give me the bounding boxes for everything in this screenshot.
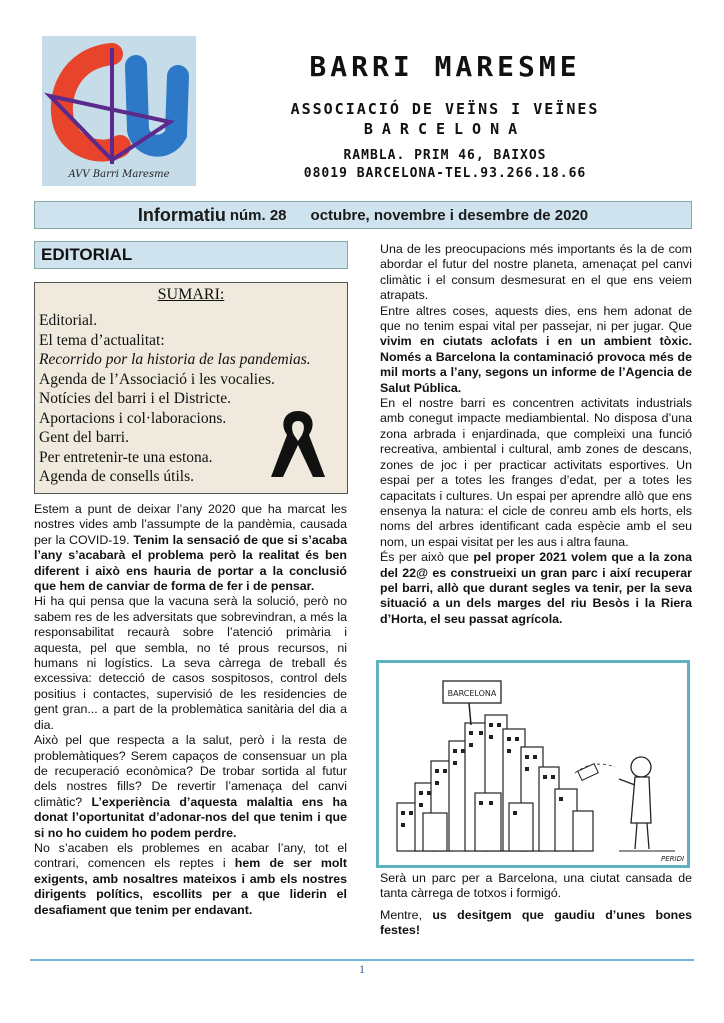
paragraph	[380, 908, 692, 939]
paragraph: Una de les preocupacions més importants és la de com abordar el futur del nostre planeta, amenaçat pel canvi climàtic i el consum desmesurat en el que ens veiem atrapats.	[380, 242, 692, 303]
editorial-heading: EDITORIAL	[34, 241, 348, 269]
logo-caption: AVV Barri Maresme	[68, 169, 170, 180]
logo-graphic	[42, 36, 196, 186]
paragraph	[34, 841, 347, 918]
footer-divider	[30, 959, 694, 961]
association-city: BARCELONA	[363, 120, 527, 138]
bold-text-run: vivim en ciutats aclofats i en un ambient tòxic. Només a Barcelona la contaminació provoca més de mil morts a l’any, segons un informe de l’Agencia de Salut Pública.	[380, 334, 692, 395]
bold-text-run: hem de ser molt exigents, amb nosaltres mateixos i amb els nostres dirigents polítics, escollits per a que liderin el desafiament que tenim per endavant.	[34, 856, 347, 917]
address-line-2: 08019 BARCELONA-TEL.93.266.18.66	[303, 166, 587, 181]
summary-title: SUMARI:	[157, 286, 225, 303]
issue-number: núm. 28	[229, 206, 287, 224]
mourning-ribbon-icon	[265, 403, 331, 483]
cartoon-drawing	[379, 663, 687, 865]
paragraph: En el nostre barri es concentren activitats industrials amb conegut impacte mediambiental. No disposa d’una zona arbrada i enjardinada, que compleixi una funció recreativa, ambiental i cultural, amb zones de descans, zones de joc i per practicar activitats esportives. Un espai per a totes les franges d’edat, per a totes les capacitats i cultures. Un espai per aprendre allò que ens ensenya la natura: el cicle de conreu amb els horts, els noms del arbres identificant cada espècie amb el seu nom, un espai visitat per les aus i altra fauna.	[380, 396, 692, 549]
paragraph	[34, 502, 347, 594]
cartoon-signature: PERIDI	[661, 855, 685, 863]
summary-item: Agenda de consells útils.	[39, 468, 194, 485]
newsletter-title: BARRI MARESME	[309, 50, 581, 83]
text-run: No s’acaben els problemes en acabar l’any, tot el contrari, comencen els reptes i	[34, 840, 347, 871]
paragraph	[34, 733, 347, 841]
bold-text-run: Tenim la sensació de que si s’acaba l’any s’acabarà el problema però la realitat és ben diferent i això ens hauria de portar a la conclusió que hem de canviar de forma de fer i de pensar.	[34, 532, 347, 594]
summary-item: Aportacions i col·laboracions.	[39, 409, 227, 427]
bold-text-run: us desitgem que gaudiu d’unes bones festes!	[380, 907, 693, 938]
paragraph: Hi ha qui pensa que la vacuna serà la solució, però no sabem res de les adversitats que sobrevindran, a més la responsabilitat recaurà sobre l’atenció primària i aquesta, pel que sembla, no té prous recursos, ni humans ni logístics. La seva càrrega de treball és excessiva: detecció de casos sospitosos, control dels positius i contactes, supervisió de les residencies de gent gran... a part de la problemàtica sanitària del dia a dia.	[34, 594, 347, 732]
summary-item: Notícies del barri i el Districte.	[39, 390, 231, 407]
issue-banner	[34, 201, 692, 229]
cartoon-illustration	[376, 660, 690, 868]
cartoon-sign-text: BARCELONA	[447, 689, 497, 698]
editorial-left-column	[34, 502, 347, 918]
page-number: 1	[359, 962, 365, 976]
paragraph: Serà un parc per a Barcelona, una ciutat cansada de tanta càrrega de totxos i formigó.	[380, 871, 692, 901]
summary-item: El tema d’actualitat:	[39, 331, 165, 349]
address-line-1: RAMBLA. PRIM 46, BAIXOS	[343, 148, 547, 163]
text-run: Això pel que respecta a la salut, però i la resta de problemàtiques? Serem capaços de consensuar un pla de recuperació econòmica? De trobar sortida al futur dels nostres fills? De revertir l’amenaça del canvi climàtic?	[34, 733, 347, 809]
association-logo	[42, 36, 196, 186]
summary-item: Recorrido por la historia de las pandemias.	[39, 351, 311, 368]
text-run: Entre altres coses, aquests dies, ens hem adonat de que no tenim espai vital per passejar, ni per jugar. Que	[380, 303, 692, 334]
paragraph	[380, 550, 692, 627]
text-run: Estem a punt de deixar l’any 2020 que ha marcat les nostres vides amb l’assumpte de la pandèmia, causada per la COVID-19.	[34, 502, 347, 547]
closing-text	[380, 871, 692, 939]
banner-title: Informatiu	[137, 204, 226, 225]
summary-item: Per entretenir-te una estona.	[39, 448, 213, 466]
bold-text-run: pel proper 2021 volem que a la zona del 22@ es construeixi un gran parc i així recuperar pel barri, allò que durant segles va tenir, per la seva situació a un dels marges del riu Besòs i la Riera d’Horta, el seu passat agrícola.	[380, 550, 692, 626]
summary-item: Editorial.	[39, 312, 98, 329]
issue-period: octubre, novembre i desembre de 2020	[310, 206, 589, 224]
bold-text-run: L’experiència d’aquesta malaltia ens ha donat l’oportunitat d’adonar-nos del que tenim i que si no ho cuidem ho podem perdre.	[34, 794, 347, 840]
summary-box	[34, 282, 348, 494]
summary-item: Gent del barri.	[39, 429, 129, 446]
editorial-right-column	[380, 242, 692, 627]
paragraph	[380, 304, 692, 396]
text-run: Mentre,	[380, 907, 433, 922]
text-run: És per això que	[380, 550, 474, 565]
association-name: ASSOCIACIÓ DE VEÏNS I VEÏNES	[290, 100, 600, 118]
summary-item: Agenda de l’Associació i les vocalies.	[39, 370, 275, 388]
